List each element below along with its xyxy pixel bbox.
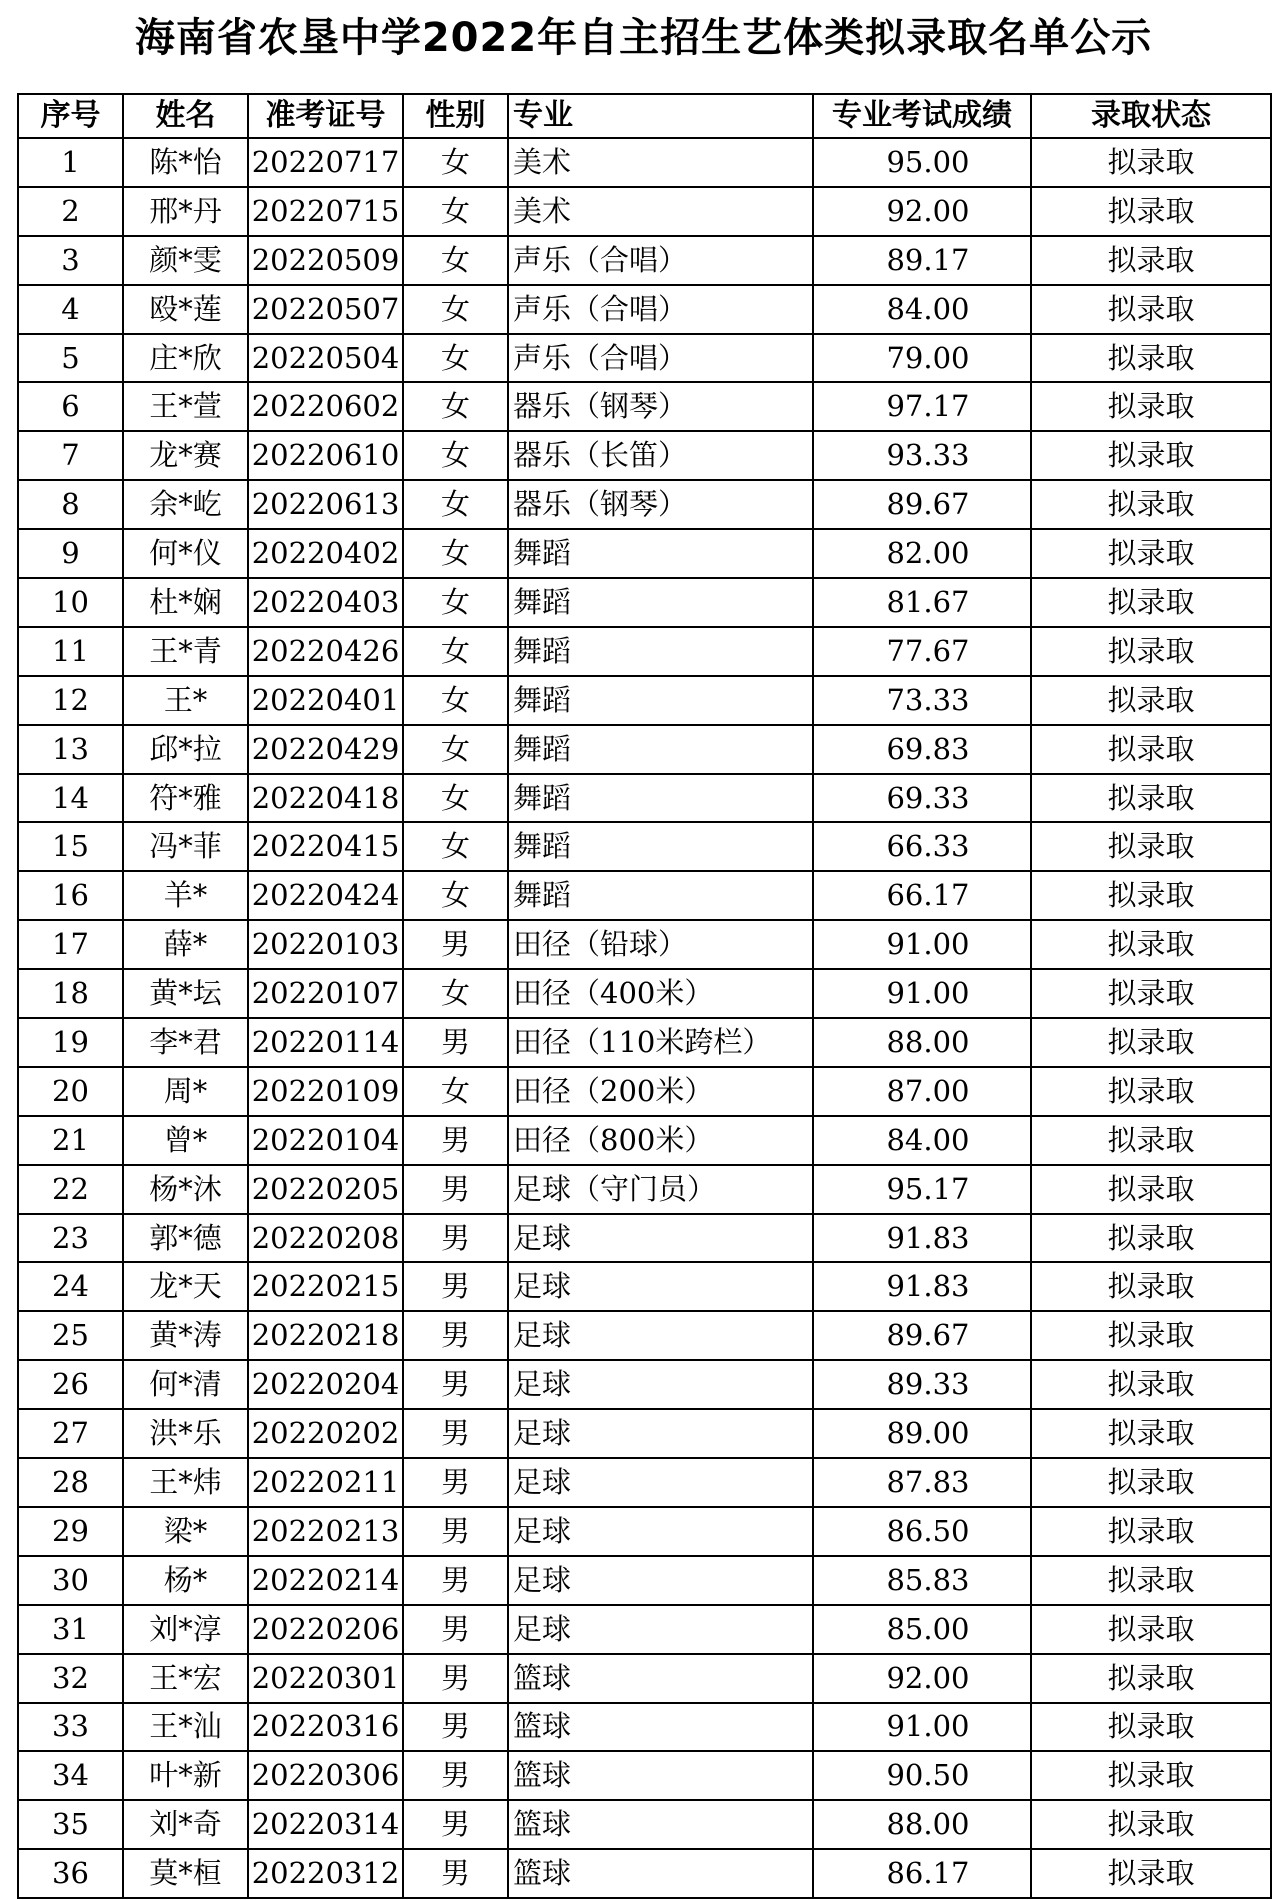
cell-gender: 女 — [403, 676, 508, 725]
cell-score: 90.50 — [813, 1751, 1031, 1800]
cell-index: 11 — [18, 627, 123, 676]
cell-score: 92.00 — [813, 187, 1031, 236]
cell-name: 黄*坛 — [123, 969, 248, 1018]
header-index: 序号 — [18, 94, 123, 138]
header-major: 专业 — [508, 94, 813, 138]
cell-major: 器乐（钢琴） — [508, 382, 813, 431]
cell-ticket: 20220717 — [248, 138, 403, 187]
cell-ticket: 20220314 — [248, 1800, 403, 1849]
cell-gender: 女 — [403, 529, 508, 578]
cell-ticket: 20220215 — [248, 1262, 403, 1311]
cell-major: 田径（铅球） — [508, 920, 813, 969]
cell-index: 33 — [18, 1703, 123, 1752]
cell-name: 王* — [123, 676, 248, 725]
cell-gender: 女 — [403, 431, 508, 480]
cell-ticket: 20220426 — [248, 627, 403, 676]
cell-ticket: 20220306 — [248, 1751, 403, 1800]
cell-status: 拟录取 — [1031, 1507, 1271, 1556]
cell-score: 84.00 — [813, 1116, 1031, 1165]
cell-major: 声乐（合唱） — [508, 334, 813, 383]
cell-status: 拟录取 — [1031, 138, 1271, 187]
cell-ticket: 20220316 — [248, 1703, 403, 1752]
cell-major: 篮球 — [508, 1703, 813, 1752]
cell-major: 舞蹈 — [508, 676, 813, 725]
table-row — [18, 1067, 1271, 1116]
cell-name: 杜*娴 — [123, 578, 248, 627]
cell-index: 25 — [18, 1311, 123, 1360]
cell-index: 24 — [18, 1262, 123, 1311]
cell-status: 拟录取 — [1031, 1067, 1271, 1116]
cell-ticket: 20220507 — [248, 285, 403, 334]
cell-ticket: 20220715 — [248, 187, 403, 236]
cell-name: 邢*丹 — [123, 187, 248, 236]
cell-status: 拟录取 — [1031, 1800, 1271, 1849]
cell-major: 足球 — [508, 1556, 813, 1605]
table-row — [18, 1165, 1271, 1214]
cell-index: 8 — [18, 480, 123, 529]
cell-major: 足球 — [508, 1311, 813, 1360]
cell-ticket: 20220218 — [248, 1311, 403, 1360]
cell-major: 器乐（长笛） — [508, 431, 813, 480]
table-body — [18, 138, 1271, 1898]
cell-ticket: 20220114 — [248, 1018, 403, 1067]
cell-index: 13 — [18, 725, 123, 774]
cell-gender: 女 — [403, 774, 508, 823]
cell-index: 23 — [18, 1214, 123, 1263]
cell-name: 王*汕 — [123, 1703, 248, 1752]
cell-score: 85.83 — [813, 1556, 1031, 1605]
cell-gender: 男 — [403, 1165, 508, 1214]
cell-score: 69.33 — [813, 774, 1031, 823]
cell-name: 刘*奇 — [123, 1800, 248, 1849]
cell-major: 篮球 — [508, 1800, 813, 1849]
cell-major: 足球 — [508, 1360, 813, 1409]
cell-status: 拟录取 — [1031, 382, 1271, 431]
header-gender: 性别 — [403, 94, 508, 138]
cell-name: 何*清 — [123, 1360, 248, 1409]
cell-status: 拟录取 — [1031, 1409, 1271, 1458]
table-row — [18, 871, 1271, 920]
cell-name: 叶*新 — [123, 1751, 248, 1800]
cell-index: 35 — [18, 1800, 123, 1849]
cell-gender: 男 — [403, 1311, 508, 1360]
cell-score: 85.00 — [813, 1605, 1031, 1654]
cell-ticket: 20220610 — [248, 431, 403, 480]
header-row — [18, 94, 1271, 138]
cell-gender: 女 — [403, 1067, 508, 1116]
cell-status: 拟录取 — [1031, 236, 1271, 285]
cell-index: 1 — [18, 138, 123, 187]
cell-major: 声乐（合唱） — [508, 236, 813, 285]
table-row — [18, 236, 1271, 285]
cell-score: 69.83 — [813, 725, 1031, 774]
cell-status: 拟录取 — [1031, 1605, 1271, 1654]
cell-status: 拟录取 — [1031, 529, 1271, 578]
cell-ticket: 20220202 — [248, 1409, 403, 1458]
header-status: 录取状态 — [1031, 94, 1271, 138]
cell-major: 足球 — [508, 1409, 813, 1458]
cell-gender: 女 — [403, 334, 508, 383]
cell-status: 拟录取 — [1031, 871, 1271, 920]
cell-gender: 女 — [403, 822, 508, 871]
cell-gender: 女 — [403, 285, 508, 334]
cell-name: 庄*欣 — [123, 334, 248, 383]
cell-score: 95.17 — [813, 1165, 1031, 1214]
cell-index: 28 — [18, 1458, 123, 1507]
cell-score: 89.67 — [813, 480, 1031, 529]
cell-gender: 男 — [403, 1018, 508, 1067]
cell-name: 王*宏 — [123, 1654, 248, 1703]
cell-score: 66.33 — [813, 822, 1031, 871]
cell-name: 曾* — [123, 1116, 248, 1165]
cell-ticket: 20220429 — [248, 725, 403, 774]
cell-major: 舞蹈 — [508, 578, 813, 627]
cell-index: 30 — [18, 1556, 123, 1605]
cell-status: 拟录取 — [1031, 1703, 1271, 1752]
cell-score: 77.67 — [813, 627, 1031, 676]
cell-major: 足球 — [508, 1605, 813, 1654]
cell-gender: 女 — [403, 578, 508, 627]
table-row — [18, 1018, 1271, 1067]
table-row — [18, 1703, 1271, 1752]
cell-index: 2 — [18, 187, 123, 236]
header-score: 专业考试成绩 — [813, 94, 1031, 138]
cell-score: 81.67 — [813, 578, 1031, 627]
page-title: 海南省农垦中学2022年自主招生艺体类拟录取名单公示 — [134, 15, 1153, 61]
table-row — [18, 1360, 1271, 1409]
cell-name: 龙*天 — [123, 1262, 248, 1311]
cell-index: 32 — [18, 1654, 123, 1703]
cell-name: 薛* — [123, 920, 248, 969]
cell-name: 王*青 — [123, 627, 248, 676]
cell-score: 89.67 — [813, 1311, 1031, 1360]
admission-table — [17, 93, 1272, 1899]
cell-name: 李*君 — [123, 1018, 248, 1067]
cell-score: 66.17 — [813, 871, 1031, 920]
cell-score: 88.00 — [813, 1800, 1031, 1849]
cell-ticket: 20220214 — [248, 1556, 403, 1605]
cell-status: 拟录取 — [1031, 334, 1271, 383]
cell-major: 田径（800米） — [508, 1116, 813, 1165]
cell-ticket: 20220204 — [248, 1360, 403, 1409]
cell-status: 拟录取 — [1031, 1360, 1271, 1409]
cell-score: 97.17 — [813, 382, 1031, 431]
cell-score: 84.00 — [813, 285, 1031, 334]
cell-ticket: 20220401 — [248, 676, 403, 725]
table-row — [18, 725, 1271, 774]
cell-score: 79.00 — [813, 334, 1031, 383]
cell-major: 田径（400米） — [508, 969, 813, 1018]
cell-index: 16 — [18, 871, 123, 920]
cell-index: 6 — [18, 382, 123, 431]
cell-score: 92.00 — [813, 1654, 1031, 1703]
cell-ticket: 20220312 — [248, 1849, 403, 1898]
cell-index: 7 — [18, 431, 123, 480]
cell-score: 89.00 — [813, 1409, 1031, 1458]
cell-major: 舞蹈 — [508, 822, 813, 871]
cell-ticket: 20220602 — [248, 382, 403, 431]
cell-status: 拟录取 — [1031, 969, 1271, 1018]
cell-major: 器乐（钢琴） — [508, 480, 813, 529]
cell-status: 拟录取 — [1031, 187, 1271, 236]
cell-score: 89.17 — [813, 236, 1031, 285]
cell-gender: 男 — [403, 1703, 508, 1752]
table-row — [18, 676, 1271, 725]
cell-name: 梁* — [123, 1507, 248, 1556]
table-row — [18, 1262, 1271, 1311]
cell-status: 拟录取 — [1031, 627, 1271, 676]
cell-major: 田径（110米跨栏） — [508, 1018, 813, 1067]
cell-status: 拟录取 — [1031, 1849, 1271, 1898]
table-row — [18, 138, 1271, 187]
cell-index: 26 — [18, 1360, 123, 1409]
cell-score: 93.33 — [813, 431, 1031, 480]
cell-gender: 男 — [403, 1214, 508, 1263]
cell-ticket: 20220107 — [248, 969, 403, 1018]
cell-status: 拟录取 — [1031, 1751, 1271, 1800]
cell-index: 5 — [18, 334, 123, 383]
cell-ticket: 20220415 — [248, 822, 403, 871]
cell-name: 羊* — [123, 871, 248, 920]
cell-gender: 男 — [403, 1360, 508, 1409]
cell-major: 足球 — [508, 1458, 813, 1507]
cell-status: 拟录取 — [1031, 774, 1271, 823]
cell-score: 86.17 — [813, 1849, 1031, 1898]
cell-gender: 女 — [403, 187, 508, 236]
table-row — [18, 1751, 1271, 1800]
table-row — [18, 1311, 1271, 1360]
cell-gender: 女 — [403, 480, 508, 529]
cell-name: 王*炜 — [123, 1458, 248, 1507]
cell-major: 足球 — [508, 1507, 813, 1556]
cell-ticket: 20220613 — [248, 480, 403, 529]
table-row — [18, 822, 1271, 871]
cell-major: 声乐（合唱） — [508, 285, 813, 334]
cell-gender: 女 — [403, 627, 508, 676]
cell-index: 34 — [18, 1751, 123, 1800]
cell-ticket: 20220211 — [248, 1458, 403, 1507]
cell-score: 86.50 — [813, 1507, 1031, 1556]
table-row — [18, 1458, 1271, 1507]
cell-index: 15 — [18, 822, 123, 871]
table-row — [18, 1214, 1271, 1263]
cell-index: 19 — [18, 1018, 123, 1067]
table-row — [18, 1556, 1271, 1605]
cell-gender: 女 — [403, 138, 508, 187]
cell-major: 足球 — [508, 1214, 813, 1263]
cell-gender: 男 — [403, 1116, 508, 1165]
cell-major: 田径（200米） — [508, 1067, 813, 1116]
table-row — [18, 1116, 1271, 1165]
cell-score: 88.00 — [813, 1018, 1031, 1067]
cell-score: 91.00 — [813, 1703, 1031, 1752]
table-row — [18, 382, 1271, 431]
cell-score: 91.00 — [813, 969, 1031, 1018]
cell-index: 9 — [18, 529, 123, 578]
cell-status: 拟录取 — [1031, 1116, 1271, 1165]
cell-major: 篮球 — [508, 1751, 813, 1800]
table-row — [18, 529, 1271, 578]
cell-gender: 女 — [403, 969, 508, 1018]
cell-score: 89.33 — [813, 1360, 1031, 1409]
cell-gender: 男 — [403, 920, 508, 969]
table-row — [18, 920, 1271, 969]
table-row — [18, 1800, 1271, 1849]
cell-name: 陈*怡 — [123, 138, 248, 187]
cell-name: 王*萱 — [123, 382, 248, 431]
header-ticket: 准考证号 — [248, 94, 403, 138]
cell-major: 舞蹈 — [508, 871, 813, 920]
cell-index: 20 — [18, 1067, 123, 1116]
cell-name: 刘*淳 — [123, 1605, 248, 1654]
cell-gender: 男 — [403, 1751, 508, 1800]
cell-major: 足球 — [508, 1262, 813, 1311]
cell-gender: 男 — [403, 1849, 508, 1898]
cell-gender: 男 — [403, 1409, 508, 1458]
cell-ticket: 20220109 — [248, 1067, 403, 1116]
table-row — [18, 1507, 1271, 1556]
table-row — [18, 334, 1271, 383]
cell-ticket: 20220208 — [248, 1214, 403, 1263]
cell-score: 87.83 — [813, 1458, 1031, 1507]
table-row — [18, 627, 1271, 676]
cell-index: 12 — [18, 676, 123, 725]
cell-ticket: 20220104 — [248, 1116, 403, 1165]
cell-status: 拟录取 — [1031, 1165, 1271, 1214]
cell-index: 18 — [18, 969, 123, 1018]
cell-name: 杨* — [123, 1556, 248, 1605]
cell-index: 22 — [18, 1165, 123, 1214]
table-row — [18, 285, 1271, 334]
cell-index: 4 — [18, 285, 123, 334]
cell-ticket: 20220418 — [248, 774, 403, 823]
cell-status: 拟录取 — [1031, 1311, 1271, 1360]
table-row — [18, 1409, 1271, 1458]
cell-ticket: 20220402 — [248, 529, 403, 578]
cell-name: 莫*桓 — [123, 1849, 248, 1898]
cell-score: 91.83 — [813, 1214, 1031, 1263]
cell-gender: 男 — [403, 1458, 508, 1507]
cell-major: 足球（守门员） — [508, 1165, 813, 1214]
cell-score: 73.33 — [813, 676, 1031, 725]
cell-major: 篮球 — [508, 1849, 813, 1898]
cell-name: 郭*德 — [123, 1214, 248, 1263]
cell-name: 颜*雯 — [123, 236, 248, 285]
cell-gender: 男 — [403, 1654, 508, 1703]
cell-major: 舞蹈 — [508, 725, 813, 774]
cell-gender: 女 — [403, 236, 508, 285]
cell-major: 美术 — [508, 138, 813, 187]
cell-index: 3 — [18, 236, 123, 285]
cell-status: 拟录取 — [1031, 920, 1271, 969]
cell-major: 舞蹈 — [508, 774, 813, 823]
cell-gender: 女 — [403, 382, 508, 431]
cell-gender: 男 — [403, 1605, 508, 1654]
cell-gender: 男 — [403, 1800, 508, 1849]
table-row — [18, 969, 1271, 1018]
table-row — [18, 480, 1271, 529]
cell-name: 余*屹 — [123, 480, 248, 529]
cell-name: 杨*沐 — [123, 1165, 248, 1214]
cell-status: 拟录取 — [1031, 1458, 1271, 1507]
cell-ticket: 20220403 — [248, 578, 403, 627]
cell-status: 拟录取 — [1031, 1018, 1271, 1067]
cell-status: 拟录取 — [1031, 1556, 1271, 1605]
cell-index: 21 — [18, 1116, 123, 1165]
cell-status: 拟录取 — [1031, 578, 1271, 627]
cell-score: 95.00 — [813, 138, 1031, 187]
cell-status: 拟录取 — [1031, 1654, 1271, 1703]
cell-gender: 男 — [403, 1507, 508, 1556]
cell-index: 10 — [18, 578, 123, 627]
cell-ticket: 20220205 — [248, 1165, 403, 1214]
cell-index: 17 — [18, 920, 123, 969]
cell-ticket: 20220206 — [248, 1605, 403, 1654]
cell-name: 符*雅 — [123, 774, 248, 823]
cell-gender: 男 — [403, 1556, 508, 1605]
cell-status: 拟录取 — [1031, 1262, 1271, 1311]
cell-index: 14 — [18, 774, 123, 823]
cell-major: 美术 — [508, 187, 813, 236]
cell-status: 拟录取 — [1031, 431, 1271, 480]
table-row — [18, 1654, 1271, 1703]
cell-name: 洪*乐 — [123, 1409, 248, 1458]
cell-major: 舞蹈 — [508, 627, 813, 676]
cell-score: 87.00 — [813, 1067, 1031, 1116]
table-row — [18, 578, 1271, 627]
table-row — [18, 774, 1271, 823]
cell-name: 冯*菲 — [123, 822, 248, 871]
cell-gender: 女 — [403, 871, 508, 920]
cell-ticket: 20220103 — [248, 920, 403, 969]
cell-score: 82.00 — [813, 529, 1031, 578]
cell-name: 邱*拉 — [123, 725, 248, 774]
cell-status: 拟录取 — [1031, 480, 1271, 529]
cell-index: 31 — [18, 1605, 123, 1654]
cell-name: 何*仪 — [123, 529, 248, 578]
cell-index: 27 — [18, 1409, 123, 1458]
cell-name: 龙*赛 — [123, 431, 248, 480]
cell-index: 29 — [18, 1507, 123, 1556]
cell-index: 36 — [18, 1849, 123, 1898]
table-row — [18, 1849, 1271, 1898]
cell-major: 舞蹈 — [508, 529, 813, 578]
cell-status: 拟录取 — [1031, 1214, 1271, 1263]
cell-status: 拟录取 — [1031, 725, 1271, 774]
cell-status: 拟录取 — [1031, 285, 1271, 334]
cell-name: 殴*莲 — [123, 285, 248, 334]
cell-score: 91.00 — [813, 920, 1031, 969]
cell-score: 91.83 — [813, 1262, 1031, 1311]
cell-ticket: 20220424 — [248, 871, 403, 920]
cell-name: 黄*涛 — [123, 1311, 248, 1360]
cell-ticket: 20220504 — [248, 334, 403, 383]
cell-ticket: 20220509 — [248, 236, 403, 285]
cell-ticket: 20220301 — [248, 1654, 403, 1703]
table-row — [18, 431, 1271, 480]
cell-name: 周* — [123, 1067, 248, 1116]
cell-major: 篮球 — [508, 1654, 813, 1703]
cell-ticket: 20220213 — [248, 1507, 403, 1556]
header-name: 姓名 — [123, 94, 248, 138]
cell-gender: 女 — [403, 725, 508, 774]
cell-gender: 男 — [403, 1262, 508, 1311]
cell-status: 拟录取 — [1031, 676, 1271, 725]
table-row — [18, 187, 1271, 236]
table-row — [18, 1605, 1271, 1654]
cell-status: 拟录取 — [1031, 822, 1271, 871]
